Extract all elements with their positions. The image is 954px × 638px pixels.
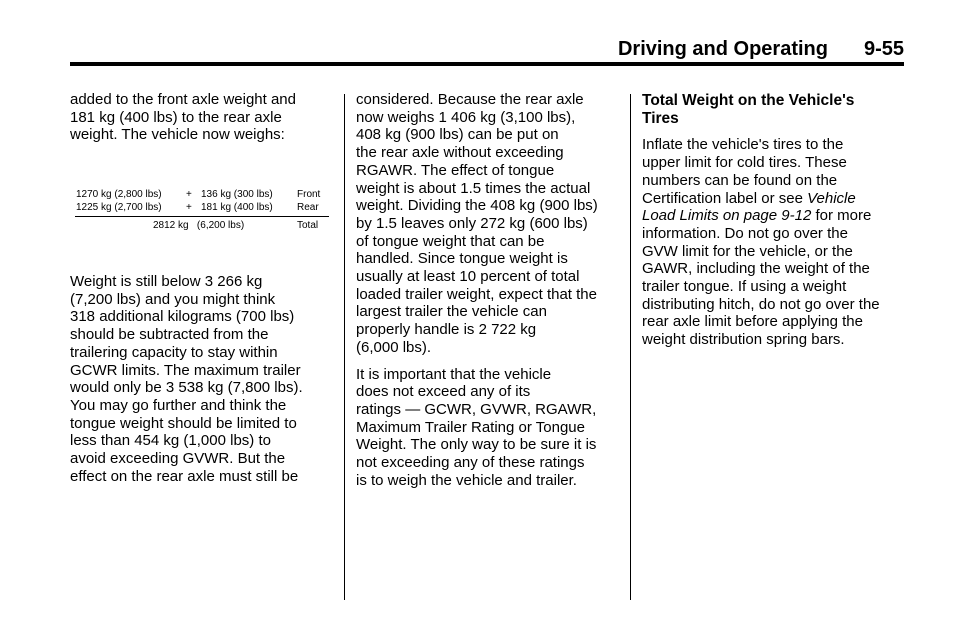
column-divider-2 [630,94,631,600]
text-line: less than 454 kg (1,000 lbs) to [70,432,271,450]
text-line: added to the front axle weight and [70,91,296,108]
text-line: 181 kg (400 lbs) to the rear axle [70,108,282,126]
text-line: GVW limit for the vehicle, or the [642,242,853,260]
text-line: weight. Dividing the 408 kg (900 lbs) [356,197,598,215]
page-number: 9-55 [863,38,904,60]
text-line: weight. The vehicle now weighs: [70,126,285,144]
text-line: Weight is still below 3 266 kg [70,273,263,290]
column-3 [642,92,904,357]
col2-paragraph-2 [356,366,621,490]
heading-line: Total Weight on the Vehicle's [642,92,855,109]
header-rule [70,62,904,66]
text-line: would only be 3 538 kg (7,800 lbs). [70,379,303,397]
text-line: weight distribution spring bars. [642,331,845,349]
text-line: ratings — GCWR, GVWR, RGAWR, [356,400,597,418]
section-title: Driving and Operating [617,38,828,60]
text-line: tongue weight should be limited to [70,414,297,432]
text-fragment: for more [811,207,872,225]
text-line: rear axle limit before applying the [642,313,863,331]
col1-paragraph-2 [70,273,332,485]
text-line: loaded trailer weight, expect that the [356,285,597,303]
text-line: You may go further and think the [70,396,287,414]
text-line: avoid exceeding GVWR. But the [70,450,286,468]
text-line: largest trailer the vehicle can [356,303,547,321]
text-line: by 1.5 leaves only 272 kg (600 lbs) [356,214,588,232]
calc-label: Front [297,189,321,200]
text-line: handled. Since tongue weight is [356,250,568,268]
weight-calculation [75,188,331,232]
col2-paragraph-1 [356,91,621,357]
text-line: 408 kg (900 lbs) can be put on [356,126,559,144]
calc-sum-rule [75,216,329,217]
text-line: considered. Because the rear axle [356,91,584,108]
col1-paragraph-1 [70,91,332,144]
calc-row-total [75,219,331,232]
text-line: It is important that the vehicle [356,365,552,383]
text-line: Maximum Trailer Rating or Tongue [356,418,585,436]
text-line: weight is about 1.5 times the actual [356,179,591,197]
text-line: usually at least 10 percent of total [356,268,580,286]
text-line: numbers can be found on the [642,171,838,189]
text-line: 318 additional kilograms (700 lbs) [70,308,295,326]
text-line: should be subtracted from the [70,326,269,344]
calc-value: 1225 kg (2,700 lbs) [76,202,162,213]
cross-reference-link[interactable]: Load Limits on page 9-12 [642,207,812,225]
text-line: Weight. The only way to be sure it is [356,436,597,454]
text-line: not exceeding any of these ratings [356,454,585,472]
calc-value: 181 kg (400 lbs) [201,202,273,213]
text-line: GCWR limits. The maximum trailer [70,361,301,379]
text-line: GAWR, including the weight of the [642,260,870,278]
col3-paragraph-1 [642,136,904,348]
text-line: effect on the rear axle must still be [70,467,299,485]
calc-total-value: 2812 kg (6,200 lbs) [153,220,245,231]
calc-value: 136 kg (300 lbs) [201,189,273,200]
text-line: trailering capacity to stay within [70,343,278,361]
text-line: (7,200 lbs) and you might think [70,290,276,308]
calc-label: Total [297,220,319,231]
column-1 [70,91,332,152]
heading-line: Tires [642,109,679,127]
calc-operator: + [186,189,192,200]
text-line: is to weigh the vehicle and trailer. [356,471,577,489]
column-divider-1 [344,94,345,600]
cross-reference-link[interactable]: Vehicle [807,189,856,207]
text-line: Inflate the vehicle's tires to the [642,136,844,154]
text-line [642,190,904,208]
text-line: does not exceed any of its [356,383,531,401]
section-heading [642,92,904,127]
text-line: (6,000 lbs). [356,338,432,356]
text-line: trailer tongue. If using a weight [642,278,847,296]
calc-label: Rear [297,202,319,213]
text-line: of tongue weight that can be [356,232,545,250]
calc-row-front [75,188,331,201]
calc-value: 1270 kg (2,800 lbs) [76,189,162,200]
calc-row-rear [75,201,331,214]
text-line: RGAWR. The effect of tongue [356,161,555,179]
text-line: information. Do not go over the [642,224,848,242]
text-line: the rear axle without exceeding [356,144,564,162]
text-line: now weighs 1 406 kg (3,100 lbs), [356,108,576,126]
text-line: properly handle is 2 722 kg [356,321,537,339]
calc-operator: + [186,202,192,213]
text-line: distributing hitch, do not go over the [642,295,880,313]
text-line: upper limit for cold tires. These [642,154,847,172]
text-line [642,207,904,225]
text-fragment: Certification label or see [642,189,808,207]
column-2 [356,91,621,497]
